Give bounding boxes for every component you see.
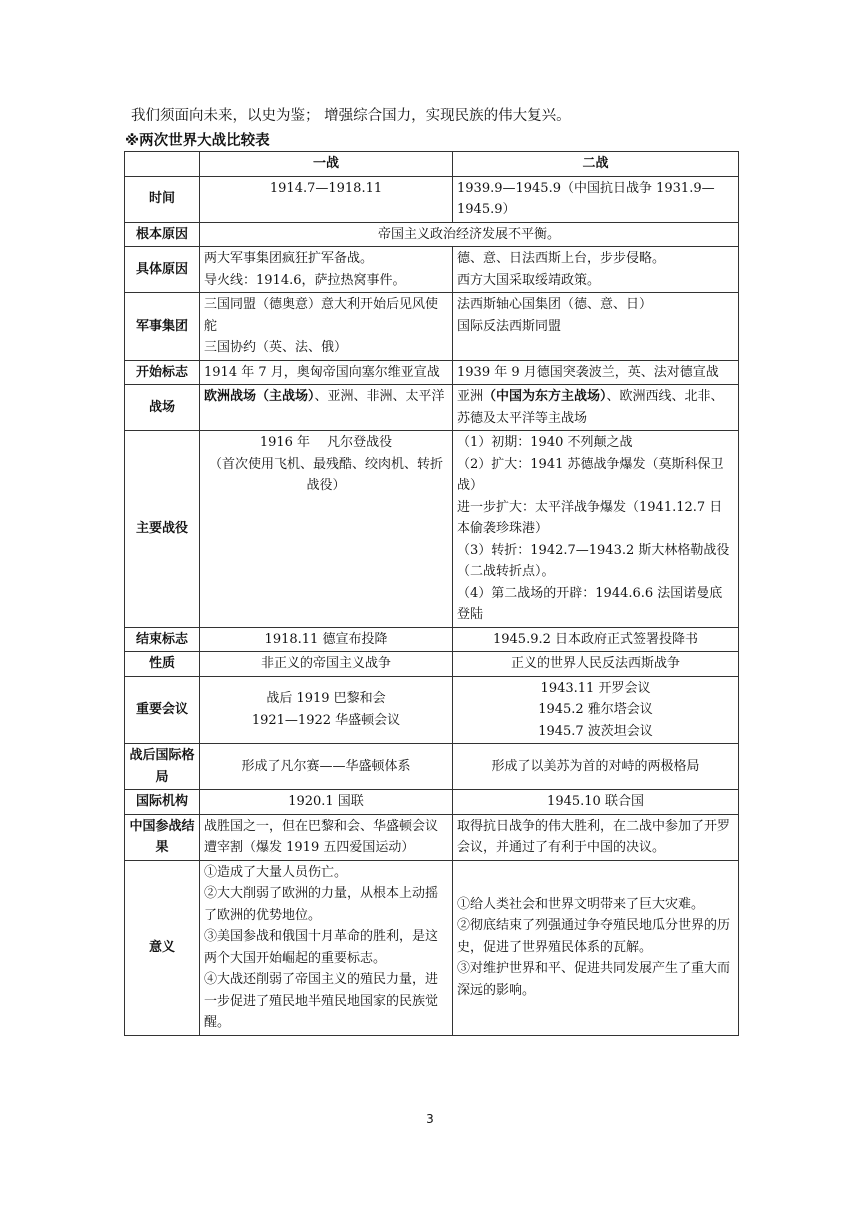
cell-line: （4）第二战场的开辟：1944.6.6 法国诺曼底登陆 xyxy=(457,585,723,622)
table-row xyxy=(125,431,739,628)
intro-text: 我们须面向未来，以史为鉴； 增强综合国力，实现民族的伟大复兴。 xyxy=(131,108,571,124)
ww2-cell: 1939 年 9 月德国突袭波兰，英、法对德宣战 xyxy=(453,360,739,385)
cell-line: 三国同盟（德奥意）意大利开始后见风使舵 xyxy=(204,297,439,334)
ww2-cell xyxy=(453,293,739,361)
table-row xyxy=(125,385,739,431)
comparison-table xyxy=(124,151,739,1036)
cell-line: ③对维护世界和平、促进共同发展产生了重大而深远的影响。 xyxy=(457,961,731,998)
ww2-cell xyxy=(453,247,739,293)
cell-line: 德、意、日法西斯上台，步步侵略。 xyxy=(457,251,666,266)
cell-line: 三国协约（英、法、俄） xyxy=(204,340,348,355)
table-header-row xyxy=(125,152,739,177)
ww2-cell: 1939.9—1945.9（中国抗日战争 1931.9—1945.9） xyxy=(453,176,739,222)
cell-line: ②大大削弱了欧洲的力量，从根本上动摇了欧洲的优势地位。 xyxy=(204,886,439,923)
cell-line: 1945.2 雅尔塔会议 xyxy=(538,702,653,717)
bold-text: （中国为东方主战场） xyxy=(483,389,607,404)
cell-line: ③美国参战和俄国十月革命的胜利，是这两个大国开始崛起的重要标志。 xyxy=(204,929,439,966)
ww2-cell: 取得抗日战争的伟大胜利，在二战中参加了开罗会议，并通过了有利于中国的决议。 xyxy=(453,814,739,860)
header-ww2: 二战 xyxy=(453,152,739,177)
cell-text: 、亚洲、非洲、太平洋 xyxy=(314,389,445,404)
cell-line: ①造成了大量人员伤亡。 xyxy=(204,864,348,880)
cell-line: ②彻底结束了列强通过争夺殖民地瓜分世界的历史，促进了世界殖民体系的瓦解。 xyxy=(457,918,731,955)
ww2-cell xyxy=(453,431,739,628)
ww2-cell xyxy=(453,860,739,1035)
row-label: 主要战役 xyxy=(125,431,200,628)
table-row xyxy=(125,293,739,361)
ww1-cell xyxy=(200,676,453,744)
row-label: 战后国际格局 xyxy=(125,744,200,790)
cell-line: （首次使用飞机、最残酷、绞肉机、转折战役） xyxy=(208,456,443,493)
cell-line: ④大战还削弱了帝国主义的殖民力量，进一步促进了殖民地半殖民地国家的民族觉醒。 xyxy=(204,972,439,1030)
table-row xyxy=(125,627,739,652)
row-label: 国际机构 xyxy=(125,790,200,815)
table-row xyxy=(125,176,739,222)
ww2-cell xyxy=(453,676,739,744)
row-label: 时间 xyxy=(125,176,200,222)
ww1-cell xyxy=(200,385,453,431)
cell-text: 、欧洲西线、北非、苏德及太平洋等主战场 xyxy=(457,389,724,426)
shared-cell: 帝国主义政治经济发展不平衡。 xyxy=(200,222,739,247)
ww2-cell: 正义的世界人民反法西斯战争 xyxy=(453,652,739,677)
table-row xyxy=(125,247,739,293)
table-row xyxy=(125,360,739,385)
row-label: 具体原因 xyxy=(125,247,200,293)
table-row xyxy=(125,790,739,815)
header-ww1: 一战 xyxy=(200,152,453,177)
table-row xyxy=(125,676,739,744)
ww1-cell xyxy=(200,860,453,1035)
row-label: 根本原因 xyxy=(125,222,200,247)
ww1-cell xyxy=(200,293,453,361)
ww2-cell: 形成了以美苏为首的对峙的两极格局 xyxy=(453,744,739,790)
row-label: 军事集团 xyxy=(125,293,200,361)
cell-line: 西方大国采取绥靖政策。 xyxy=(457,272,601,288)
cell-line: 导火线：1914.6，萨拉热窝事件。 xyxy=(204,272,406,288)
ww1-cell: 形成了凡尔赛——华盛顿体系 xyxy=(200,744,453,790)
page-number: 3 xyxy=(426,1112,434,1126)
ww1-cell xyxy=(200,247,453,293)
cell-line: （3）转折：1942.7—1943.2 斯大林格勒战役（二战转折点）。 xyxy=(457,542,730,579)
cell-text: 亚洲 xyxy=(457,389,484,404)
cell-line: 两大军事集团疯狂扩军备战。 xyxy=(204,251,374,266)
cell-line: 1943.11 开罗会议 xyxy=(540,680,651,696)
cell-line: 国际反法西斯同盟 xyxy=(457,318,562,334)
table-heading: ※两次世界大战比较表 xyxy=(125,133,270,149)
table-row xyxy=(125,744,739,790)
cell-line: （2）扩大：1941 苏德战争爆发（莫斯科保卫战） xyxy=(457,456,724,493)
row-label: 意义 xyxy=(125,860,200,1035)
ww1-cell: 1920.1 国联 xyxy=(200,790,453,815)
ww1-cell: 非正义的帝国主义战争 xyxy=(200,652,453,677)
table-row xyxy=(125,860,739,1035)
table-row xyxy=(125,652,739,677)
row-label: 中国参战结果 xyxy=(125,814,200,860)
ww1-cell: 1914 年 7 月，奥匈帝国向塞尔维亚宣战 xyxy=(200,360,453,385)
row-label: 开始标志 xyxy=(125,360,200,385)
header-blank xyxy=(125,152,200,177)
ww2-cell xyxy=(453,385,739,431)
cell-line: 1921—1922 华盛顿会议 xyxy=(251,712,401,728)
ww1-cell: 1918.11 德宣布投降 xyxy=(200,627,453,652)
ww1-cell: 战胜国之一，但在巴黎和会、华盛顿会议遭宰割（爆发 1919 五四爱国运动） xyxy=(200,814,453,860)
cell-line: 1916 年 凡尔登战役 xyxy=(259,435,393,450)
ww1-cell xyxy=(200,431,453,628)
cell-line: （1）初期：1940 不列颠之战 xyxy=(457,435,633,450)
row-label: 结束标志 xyxy=(125,627,200,652)
row-label: 重要会议 xyxy=(125,676,200,744)
table-row xyxy=(125,814,739,860)
ww2-cell: 1945.10 联合国 xyxy=(453,790,739,815)
row-label: 性质 xyxy=(125,652,200,677)
ww1-cell: 1914.7—1918.11 xyxy=(200,176,453,222)
cell-line: 战后 1919 巴黎和会 xyxy=(266,691,386,707)
cell-line: 进一步扩大：太平洋战争爆发（1941.12.7 日本偷袭珍珠港） xyxy=(457,499,723,536)
cell-line: 1945.7 波茨坦会议 xyxy=(538,723,653,739)
table-row xyxy=(125,222,739,247)
ww2-cell: 1945.9.2 日本政府正式签署投降书 xyxy=(453,627,739,652)
cell-line: 法西斯轴心国集团（德、意、日） xyxy=(457,297,653,312)
row-label: 战场 xyxy=(125,385,200,431)
cell-line: ①给人类社会和世界文明带来了巨大灾难。 xyxy=(457,896,705,912)
bold-text: 欧洲战场（主战场） xyxy=(204,389,315,404)
